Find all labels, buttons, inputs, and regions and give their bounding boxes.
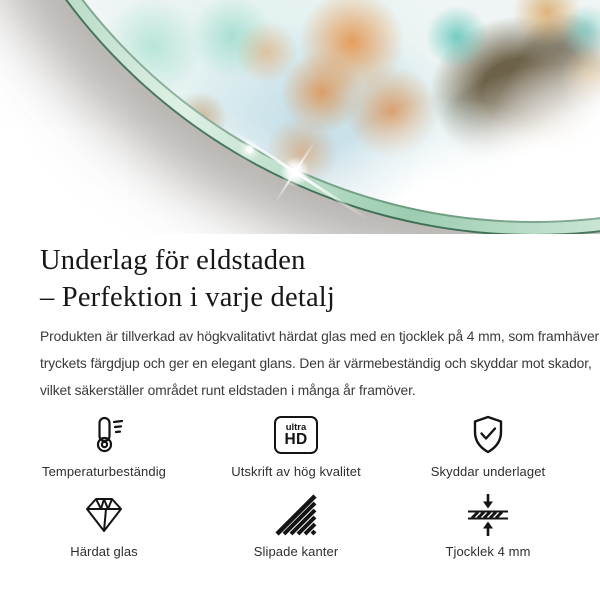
title-line-1: Underlag för eldstaden <box>40 245 306 276</box>
ultra-hd-icon: ultra HD <box>274 413 318 457</box>
feature-label: Skyddar underlaget <box>430 464 546 479</box>
small-glint <box>246 146 253 153</box>
feature-label: Härdat glas <box>70 544 138 559</box>
glass-panel-bevel-edge <box>0 0 600 234</box>
intro-line-1: Produkten är tillverkad av högkvalitativt härdat glas med en tjocklek på 4 mm, som framhäver <box>40 329 600 344</box>
intro-line-2: tryckets färgdjup och ger en elegant glans. Den är värmebeständig och skyddar mot skador, <box>40 356 592 371</box>
feature-label: Utskrift av hög kvalitet <box>231 464 361 479</box>
feature-tempered-glass <box>8 493 200 559</box>
feature-label: Slipade kanter <box>253 544 339 559</box>
description-section <box>0 234 600 404</box>
diamond-icon <box>81 493 127 537</box>
page-title <box>40 242 560 316</box>
title-line-2: – Perfektion i varje detalj <box>40 282 336 313</box>
shield-check-icon <box>467 413 509 457</box>
intro-line-3: vilket säkerställer området runt eldstaden i många år framöver. <box>40 383 416 398</box>
feature-temperature <box>8 413 200 479</box>
feature-thickness <box>392 493 584 559</box>
feature-polished-edges <box>200 493 392 559</box>
feature-label: Temperaturbeständig <box>41 464 167 479</box>
product-hero-image <box>0 0 600 234</box>
thermometer-icon <box>82 413 126 457</box>
intro-paragraph <box>40 323 600 404</box>
feature-grid <box>0 413 600 559</box>
feature-protects-surface <box>392 413 584 479</box>
feature-print-quality <box>200 413 392 479</box>
feature-label: Tjocklek 4 mm <box>445 544 531 559</box>
beveled-edges-icon <box>274 493 318 537</box>
thickness-icon <box>465 493 511 537</box>
marble-artwork <box>0 0 600 221</box>
